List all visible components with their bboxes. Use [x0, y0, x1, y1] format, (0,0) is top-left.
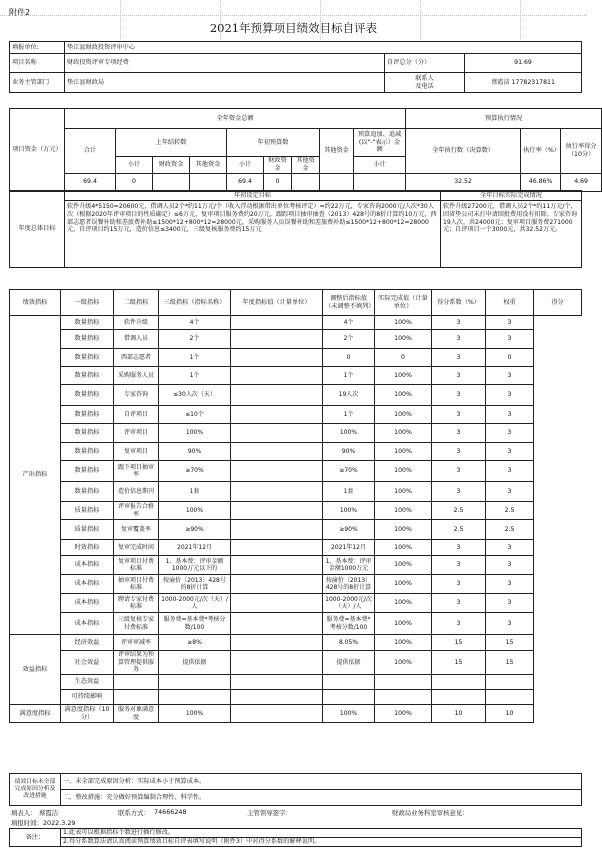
indicator-row	[10, 575, 582, 594]
indicator-l2: 数量指标	[61, 330, 114, 349]
indicator-l2: 数量指标	[61, 406, 114, 424]
indicator-row	[10, 556, 582, 575]
indicator-weight	[432, 690, 486, 705]
indicator-actual: ≥70%	[323, 461, 375, 482]
indicator-score: 3	[486, 461, 534, 482]
indicator-adjusted	[231, 675, 323, 690]
indicator-coef	[375, 675, 432, 690]
grid-line	[420, 0, 421, 40]
indicator-target	[159, 690, 231, 705]
filler-label: 填表人：	[11, 809, 37, 817]
indicator-l2: 可持续影响	[61, 690, 114, 705]
indicator-target: ≥70%	[159, 461, 231, 482]
indicator-adjusted	[231, 556, 323, 575]
header-l1: 一级指标	[61, 290, 114, 316]
indicator-weight: 3	[432, 540, 486, 556]
indicator-adjusted	[231, 502, 323, 520]
indicator-l2: 成本指标	[61, 556, 114, 575]
indicator-row	[10, 690, 582, 705]
indicator-name: 专家咨询	[114, 385, 159, 406]
header-info-table	[9, 41, 582, 93]
total-value: 69.4	[65, 173, 116, 191]
notes-label: 备注：	[10, 829, 61, 847]
indicator-actual: 19人次	[323, 385, 375, 406]
indicator-name	[114, 675, 159, 690]
budget-fiscal-value: 0	[264, 173, 292, 191]
indicator-row	[10, 367, 582, 385]
indicator-actual: 1套	[323, 482, 375, 502]
header-adjusted: 调整后指标值（未调整不填列）	[323, 290, 375, 316]
indicator-actual: 100%	[323, 424, 375, 443]
indicator-score: 3	[486, 540, 534, 556]
indicator-target: 2个	[159, 330, 231, 349]
indicator-actual: 8.05%	[323, 635, 375, 651]
indicator-row	[10, 540, 582, 556]
exec-total-header: 全年执行数（决算数）	[406, 129, 521, 174]
indicator-name: 跟下项目抽审率	[114, 461, 159, 482]
indicator-weight: 3	[432, 461, 486, 482]
budget-subtotal-header: 小计	[227, 157, 264, 174]
goals-actual-text: 软件升级27200元，借调人员2个*约11万元/个，因省垫公司未打申请回批费用没有扣除。专家咨询19人次，共24000元；复审项目服务费271000元；自评项目一个3000元，共32.52万元。	[441, 201, 582, 268]
grid-line	[120, 0, 121, 40]
indicator-row	[10, 675, 582, 690]
indicator-target: ≥8%	[159, 635, 231, 651]
indicator-l2: 数量指标	[61, 482, 114, 502]
adjust-subtotal-header: 小计	[354, 157, 406, 174]
indicator-row	[10, 635, 582, 651]
indicator-score: 15	[486, 651, 534, 675]
carry-subtotal-header: 小计	[116, 157, 153, 174]
indicator-adjusted	[231, 540, 323, 556]
indicator-weight: 2.5	[432, 502, 486, 520]
carry-other-header: 其他资金	[190, 157, 227, 174]
indicator-target: 1个	[159, 349, 231, 367]
indicator-coef: 100%	[375, 651, 432, 675]
indicator-name: 软件升级	[114, 316, 159, 330]
indicator-target: 1、基本费：评审金额1000万元以下的	[159, 556, 231, 575]
carry-fiscal-header: 财政资金	[153, 157, 190, 174]
budget-other-value	[292, 173, 320, 191]
analysis-item-1: 一、未全部完成原因分析：实际成本小于预算成本。	[61, 774, 582, 790]
other-funds-header: 其他资金	[320, 129, 354, 174]
indicator-row	[10, 316, 582, 330]
analysis-label: 绩效目标未全部完成原因分析及改进措施	[10, 774, 61, 806]
indicator-adjusted	[231, 424, 323, 443]
goals-actual-header: 全年目标实际完成情况	[441, 191, 582, 201]
unit-value: 垫江县财政投资评审中心	[65, 42, 582, 54]
indicator-weight: 3	[432, 316, 486, 330]
header-l3: 三级指标（指标名称）	[159, 290, 231, 316]
indicator-l2: 数量指标	[61, 443, 114, 461]
indicator-row	[10, 349, 582, 367]
indicator-score: 3	[486, 443, 534, 461]
indicator-target: 1个	[159, 367, 231, 385]
page-title: 2021年预算项目绩效目标自评表	[209, 21, 378, 35]
carry-other-value	[190, 173, 227, 191]
filler-value: 蔡霞洁	[39, 809, 59, 817]
analysis-table	[9, 773, 582, 806]
indicator-coef: 100%	[375, 330, 432, 349]
indicator-name: 复审覆盖率	[114, 520, 159, 540]
indicator-name: 服务对象满意度	[114, 705, 159, 723]
analysis-item-2: 二、整改措施：充分做好预算编制合理性、科学性。	[61, 790, 582, 806]
indicator-actual: 100%	[323, 502, 375, 520]
indicator-target: 按渝价〔2013〕428号的8折计算	[159, 575, 231, 594]
indicator-target: 2021年12月	[159, 540, 231, 556]
indicator-weight: 15	[432, 635, 486, 651]
indicator-coef: 100%	[375, 406, 432, 424]
header-score: 得分	[534, 290, 582, 316]
phone-value: 74666248	[154, 808, 187, 816]
indicator-score: 2.5	[486, 502, 534, 520]
indicator-adjusted	[231, 406, 323, 424]
indicator-actual: 0	[323, 349, 375, 367]
exec-rate-value: 46.86%	[521, 173, 561, 191]
dept-label: 业务主管部门	[10, 73, 65, 93]
date-label: 填报时间：	[11, 819, 43, 827]
indicator-actual: 1、基本费：评审金额1000万元	[323, 556, 375, 575]
indicator-adjusted	[231, 443, 323, 461]
annual-total-header: 全年资金总额	[65, 109, 406, 129]
score-label: 自评总分（分）	[385, 54, 465, 73]
indicator-name: 评审报告合格率	[114, 502, 159, 520]
indicator-score: 3	[486, 385, 534, 406]
indicator-l2: 数量指标	[61, 349, 114, 367]
indicator-l2: 成本指标	[61, 575, 114, 594]
indicator-score: 10	[486, 705, 534, 723]
benefit-indicator-label: 效益指标	[10, 635, 61, 705]
indicator-score: 15	[486, 635, 534, 651]
indicator-name: 抽审项目付费标准	[114, 575, 159, 594]
unit-label: 填报单位:	[10, 42, 65, 54]
header-actual: 实际完成值（计量单位）	[375, 290, 432, 316]
indicator-weight	[432, 675, 486, 690]
audit-label: 财政局业务科室审核意见：	[392, 809, 469, 817]
indicator-score: 3	[486, 424, 534, 443]
satisfaction-indicator-label: 满意度指标	[10, 705, 61, 723]
indicator-weight: 15	[432, 651, 486, 675]
indicator-coef	[375, 690, 432, 705]
indicator-weight: 3	[432, 482, 486, 502]
indicator-row	[10, 613, 582, 635]
indicator-score	[486, 690, 534, 705]
annex-label: 附件2	[9, 8, 31, 17]
exec-rate-header: 执行率（%）	[521, 129, 561, 174]
indicator-target: 提供依据	[159, 651, 231, 675]
indicator-row	[10, 385, 582, 406]
adjust-header: 预算追加、追减(以"-"表示）金额	[354, 129, 406, 157]
indicator-actual: 服务费=基本费*考核分数/100	[323, 613, 375, 635]
indicator-l2: 生态效益	[61, 675, 114, 690]
note-1: 1.此表可以根据指标个数进行插行修改。	[61, 829, 582, 838]
indicator-l2: 数量指标	[61, 461, 114, 482]
goals-set-header: 年初设定目标	[65, 191, 441, 201]
indicator-coef: 100%	[375, 316, 432, 330]
indicator-adjusted	[231, 575, 323, 594]
budget-exec-header: 预算执行情况	[406, 109, 602, 129]
indicator-coef: 100%	[375, 424, 432, 443]
indicator-name: 西部志愿者	[114, 349, 159, 367]
indicator-name: 自评项目	[114, 406, 159, 424]
indicator-actual: 90%	[323, 443, 375, 461]
indicator-l2: 数量指标	[61, 367, 114, 385]
indicator-coef: 100%	[375, 705, 432, 723]
carry-subtotal-value: 0	[116, 173, 153, 191]
indicator-adjusted	[231, 316, 323, 330]
grid-line	[520, 0, 521, 40]
indicator-row	[10, 461, 582, 482]
indicator-weight: 3	[432, 613, 486, 635]
indicator-actual: 100%	[323, 705, 375, 723]
goals-label: 年度总体目标	[10, 191, 65, 268]
indicator-l2: 社会效益	[61, 651, 114, 675]
indicator-adjusted	[231, 705, 323, 723]
indicator-row	[10, 482, 582, 502]
indicator-adjusted	[231, 367, 323, 385]
indicator-weight: 2.5	[432, 520, 486, 540]
adjust-subtotal-value	[354, 173, 406, 191]
indicator-actual: 4个	[323, 316, 375, 330]
indicator-target	[159, 675, 231, 690]
note-2: 2.得分系数算法请认真阅读预算绩效目标自评表填写说明（附件3）中对得分系数的解释说明。	[61, 838, 582, 847]
indicator-coef: 100%	[375, 594, 432, 613]
indicator-name: 复审完成时间	[114, 540, 159, 556]
indicator-coef: 100%	[375, 385, 432, 406]
indicator-score	[486, 675, 534, 690]
annual-budget-header: 年初预算数	[227, 129, 320, 157]
indicator-weight: 3	[432, 385, 486, 406]
indicator-actual: 2021年12月	[323, 540, 375, 556]
indicator-target: 4个	[159, 316, 231, 330]
indicator-name: 采购服务人员	[114, 367, 159, 385]
indicator-coef: 0	[375, 349, 432, 367]
indicator-weight: 3	[432, 556, 486, 575]
indicator-actual: ≥90%	[323, 520, 375, 540]
date-value: 2022.3.29	[42, 819, 76, 827]
perf-label: 绩效指标	[10, 290, 61, 316]
output-indicator-label: 产出指标	[10, 316, 61, 635]
indicator-actual: 1000-2000元/次（天）/人	[323, 594, 375, 613]
contact-value: 蔡霞洁 17782317811	[465, 73, 582, 93]
budget-other-header: 其他资金	[292, 157, 320, 174]
indicator-score: 3	[486, 482, 534, 502]
indicator-row	[10, 594, 582, 613]
carry-over-header: 上年结转数	[116, 129, 227, 157]
indicator-row	[10, 406, 582, 424]
indicator-name: 评审结果为预算管理提供服务	[114, 651, 159, 675]
grid-line	[220, 0, 221, 40]
exec-score-value: 4.69	[561, 173, 602, 191]
indicator-adjusted	[231, 651, 323, 675]
header-coef: 得分系数（%）	[432, 290, 486, 316]
header-l2: 二级指标	[114, 290, 159, 316]
goals-set-text: 软件升级4*5150=20600元，借调人员2个*约11万元/个（收入浮动根据借出单位考核评定）=约22万元，专家咨询2000元/人次*30人次（根据2020年评审项目的性质确定）≤6万元，复审项目服务费约20万元，跟踪项目抽审抽查（2013）428号的8折计算约10万元，西部志愿者误餐补助和差旅费补助≤1500*12+800*12=28000元，采购服务人员误餐补助和差旅费补助≤1500*12+800*12=28000元，自评项目约15万元，造价信息≤3400元，三级复核服务费约15万元	[65, 201, 441, 268]
indicator-target: 1套	[159, 482, 231, 502]
indicator-name: 造价信息期刊	[114, 482, 159, 502]
total-header: 合计	[65, 129, 116, 174]
indicator-target: 100%	[159, 502, 231, 520]
indicator-target: 服务费=基本费*考核分数/100	[159, 613, 231, 635]
indicator-target: ≤30人次（天）	[159, 385, 231, 406]
indicator-weight: 3	[432, 594, 486, 613]
score-value: 91.69	[465, 54, 582, 73]
indicator-target: ≤10个	[159, 406, 231, 424]
indicator-adjusted	[231, 520, 323, 540]
indicator-coef: 100%	[375, 482, 432, 502]
indicator-actual: 1个	[323, 367, 375, 385]
footer-info	[11, 808, 581, 828]
indicators-table	[9, 289, 582, 723]
indicator-l2: 成本指标	[61, 613, 114, 635]
goals-table	[9, 190, 582, 268]
indicator-l2: 质量指标	[61, 502, 114, 520]
indicator-row	[10, 330, 582, 349]
indicator-coef: 100%	[375, 502, 432, 520]
indicator-weight: 3	[432, 443, 486, 461]
director-label: 主管领导签字：	[247, 809, 292, 817]
indicator-target: 100%	[159, 424, 231, 443]
indicator-actual: 2个	[323, 330, 375, 349]
indicator-actual: 按渝价〔2013〕428号的8折计算	[323, 575, 375, 594]
indicator-l2: 数量指标	[61, 316, 114, 330]
exec-score-header: 执行率得分（10分）	[561, 129, 602, 174]
indicator-target: ≥90%	[159, 520, 231, 540]
indicator-coef: 100%	[375, 520, 432, 540]
indicator-l2: 数量指标	[61, 424, 114, 443]
budget-fiscal-header: 财政资金	[264, 157, 292, 174]
indicator-coef: 100%	[375, 613, 432, 635]
indicator-name: 三级复核专家付费标准	[114, 613, 159, 635]
funds-table	[9, 108, 602, 192]
indicator-l2: 满意度指标（10分）	[61, 705, 114, 723]
indicator-name: 评审审减率	[114, 635, 159, 651]
indicator-adjusted	[231, 461, 323, 482]
indicator-adjusted	[231, 482, 323, 502]
contact-label: 联系人 及电话	[385, 73, 465, 93]
indicator-row	[10, 502, 582, 520]
indicator-name: 复审项目	[114, 443, 159, 461]
phone-label: 联系方式：	[118, 809, 150, 817]
indicator-score: 3	[486, 556, 534, 575]
indicator-name	[114, 690, 159, 705]
indicator-actual: 提供依据	[323, 651, 375, 675]
indicator-coef: 100%	[375, 635, 432, 651]
header-weight: 权重	[486, 290, 534, 316]
indicator-target: 90%	[159, 443, 231, 461]
indicator-name: 评审项目	[114, 424, 159, 443]
indicator-adjusted	[231, 635, 323, 651]
project-value: 财政投资评审专项经费	[65, 54, 385, 73]
exec-total-value: 32.52	[406, 173, 521, 191]
indicator-l2: 数量指标	[61, 385, 114, 406]
indicator-row	[10, 520, 582, 540]
indicator-score: 3	[486, 613, 534, 635]
header-target: 年度指标值（计量单位）	[231, 290, 323, 316]
indicator-weight: 3	[432, 349, 486, 367]
indicator-score: 3	[486, 406, 534, 424]
indicator-name: 聘请专家付费标准	[114, 594, 159, 613]
grid-line	[320, 0, 321, 40]
indicator-coef: 100%	[375, 575, 432, 594]
grid-line	[0, 15, 587, 16]
indicator-adjusted	[231, 613, 323, 635]
indicator-score: 3	[486, 330, 534, 349]
project-label: 项目名称	[10, 54, 65, 73]
indicator-adjusted	[231, 690, 323, 705]
indicator-actual	[323, 675, 375, 690]
indicator-adjusted	[231, 385, 323, 406]
indicator-coef: 100%	[375, 556, 432, 575]
indicator-target: 1000-2000元/次（天）/人	[159, 594, 231, 613]
indicator-row	[10, 651, 582, 675]
notes-table	[9, 828, 582, 847]
indicator-weight: 3	[432, 406, 486, 424]
other-funds-value	[320, 173, 354, 191]
indicator-score: 2.5	[486, 520, 534, 540]
indicator-adjusted	[231, 594, 323, 613]
funds-group-label: 项目资金（万元）	[10, 109, 65, 192]
indicator-row	[10, 424, 582, 443]
indicator-row	[10, 705, 582, 723]
indicator-target: 100%	[159, 705, 231, 723]
indicator-l2: 时效指标	[61, 540, 114, 556]
indicator-weight: 3	[432, 575, 486, 594]
indicator-coef: 100%	[375, 443, 432, 461]
indicator-score: 3	[486, 594, 534, 613]
indicator-coef: 100%	[375, 461, 432, 482]
indicator-name: 借调人员	[114, 330, 159, 349]
indicator-score: 0	[486, 349, 534, 367]
indicator-adjusted	[231, 330, 323, 349]
indicator-actual: 1个	[323, 406, 375, 424]
indicator-name: 复审项目付费标准	[114, 556, 159, 575]
indicator-coef: 100%	[375, 540, 432, 556]
budget-subtotal-value: 69.4	[227, 173, 264, 191]
indicator-adjusted	[231, 349, 323, 367]
indicator-row	[10, 443, 582, 461]
indicator-coef: 100%	[375, 367, 432, 385]
indicator-weight: 3	[432, 330, 486, 349]
indicator-l2: 质量指标	[61, 520, 114, 540]
indicator-weight: 3	[432, 424, 486, 443]
indicator-l2: 经济效益	[61, 635, 114, 651]
indicator-actual	[323, 690, 375, 705]
indicator-score: 3	[486, 316, 534, 330]
indicator-score: 3	[486, 575, 534, 594]
indicator-l2: 成本指标	[61, 594, 114, 613]
dept-value: 垫江县财政局	[65, 73, 385, 93]
indicator-weight: 10	[432, 705, 486, 723]
indicator-weight: 3	[432, 367, 486, 385]
indicator-score: 3	[486, 367, 534, 385]
carry-fiscal-value	[153, 173, 190, 191]
